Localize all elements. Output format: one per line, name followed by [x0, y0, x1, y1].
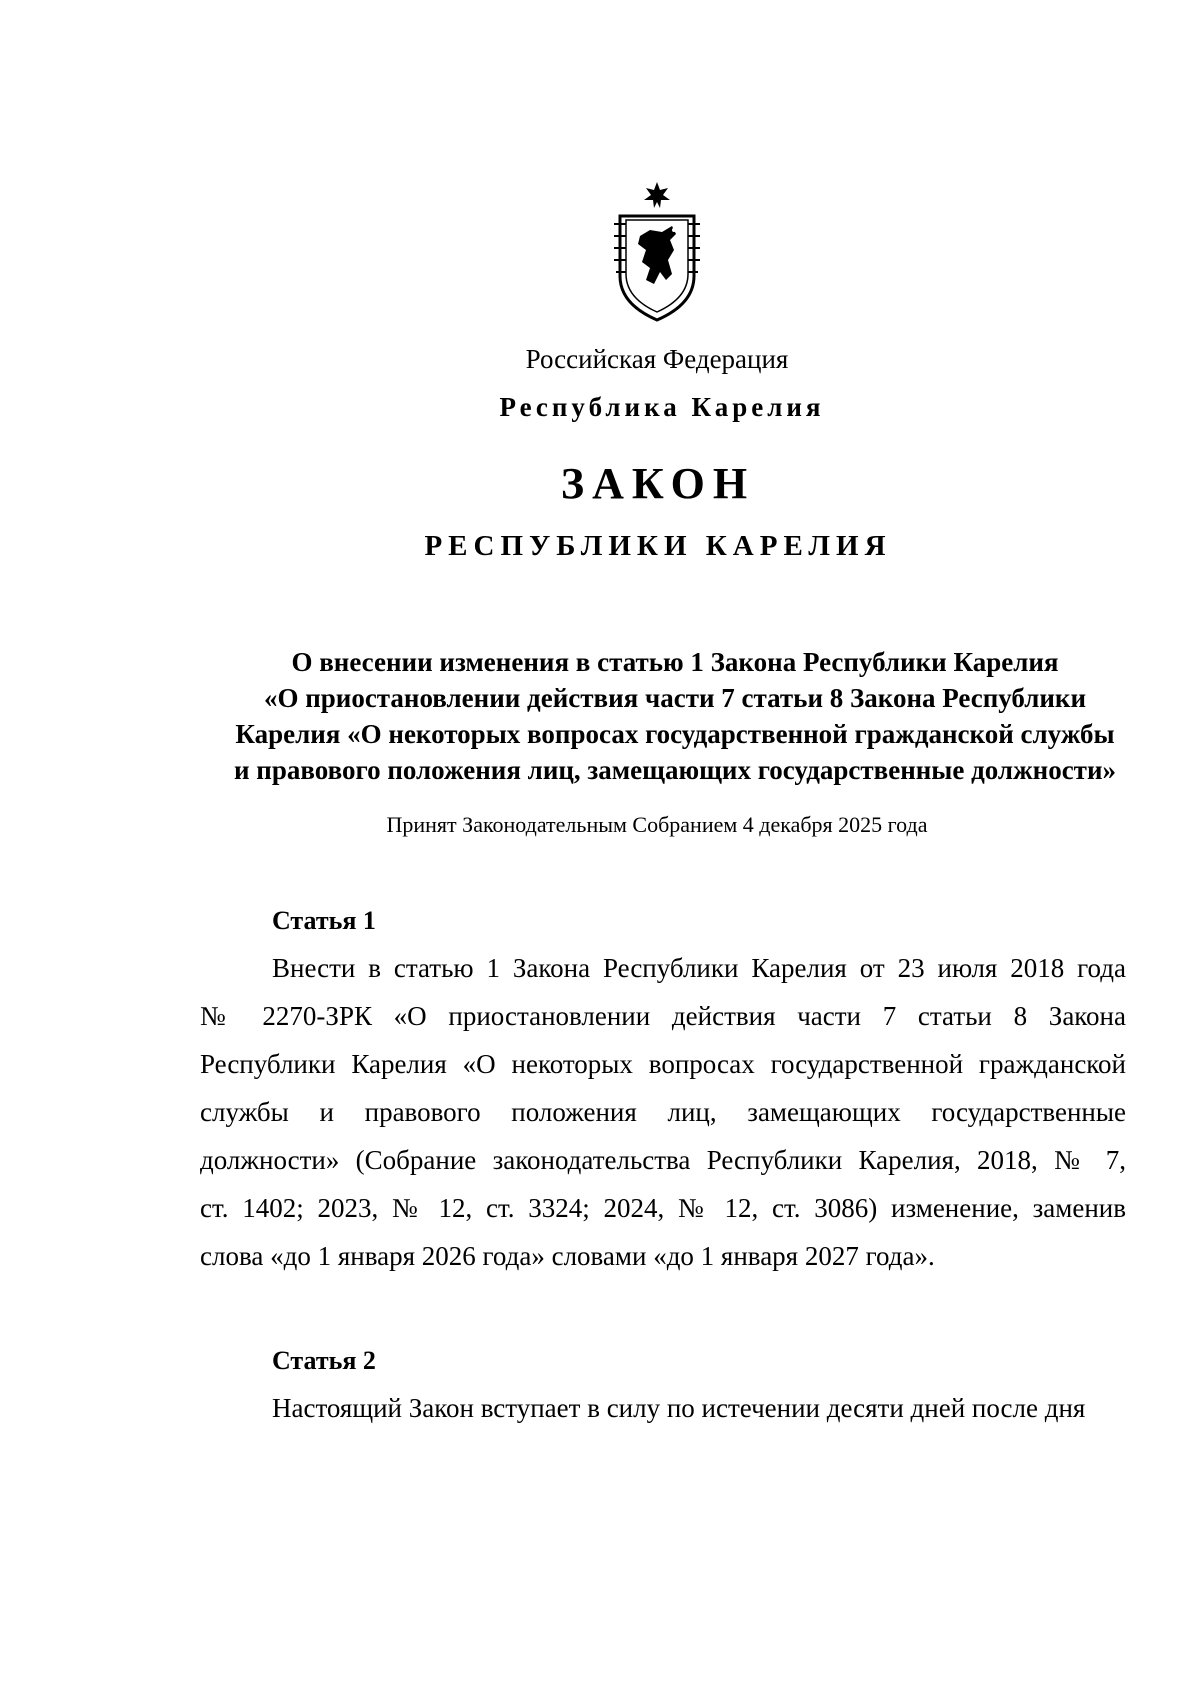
article-1-line: № 2270-ЗРК «О приостановлении действия части 7 статьи 8 Закона: [200, 1001, 1126, 1031]
adoption-date: Принят Законодательным Собранием 4 декабря 2025 года: [386, 812, 928, 837]
document-type-sub: РЕСПУБЛИКИ КАРЕЛИЯ: [424, 530, 892, 562]
article-1-line: службы и правового положения лиц, замещающих государственные: [200, 1097, 1126, 1127]
document-type: ЗАКОН: [560, 459, 756, 508]
article-2-line: Настоящий Закон вступает в силу по истечении десяти дней после дня: [272, 1393, 1086, 1423]
law-title-line: и правового положения лиц, замещающих государственные должности»: [233, 755, 1117, 785]
article-1-body: [200, 944, 1126, 1280]
article-1-line: Внести в статью 1 Закона Республики Карелия от 23 июля 2018 года: [272, 953, 1126, 983]
article-1-line: должности» (Собрание законодательства Республики Карелия, 2018, № 7,: [200, 1145, 1126, 1175]
article-1-line: ст. 1402; 2023, № 12, ст. 3324; 2024, № 12, ст. 3086) изменение, заменив: [200, 1193, 1126, 1223]
republic-label: Республика Карелия: [499, 392, 825, 422]
article-2-heading: Статья 2: [272, 1346, 376, 1375]
article-2-body: [200, 1384, 1126, 1432]
federation-label: Российская Федерация: [525, 344, 789, 374]
law-title: [200, 644, 1150, 788]
law-title-line: О внесении изменения в статью 1 Закона Республики Карелия: [291, 647, 1059, 677]
article-1-line: слова «до 1 января 2026 года» словами «до 1 января 2027 года».: [200, 1241, 935, 1271]
karelia-coat-of-arms-icon: [610, 180, 704, 322]
law-title-line: Карелия «О некоторых вопросах государственной гражданской службы: [235, 719, 1115, 749]
article-1-line: Республики Карелия «О некоторых вопросах государственной гражданской: [200, 1049, 1126, 1079]
law-title-line: «О приостановлении действия части 7 статьи 8 Закона Республики: [263, 683, 1087, 713]
article-1-heading: Статья 1: [272, 906, 376, 935]
